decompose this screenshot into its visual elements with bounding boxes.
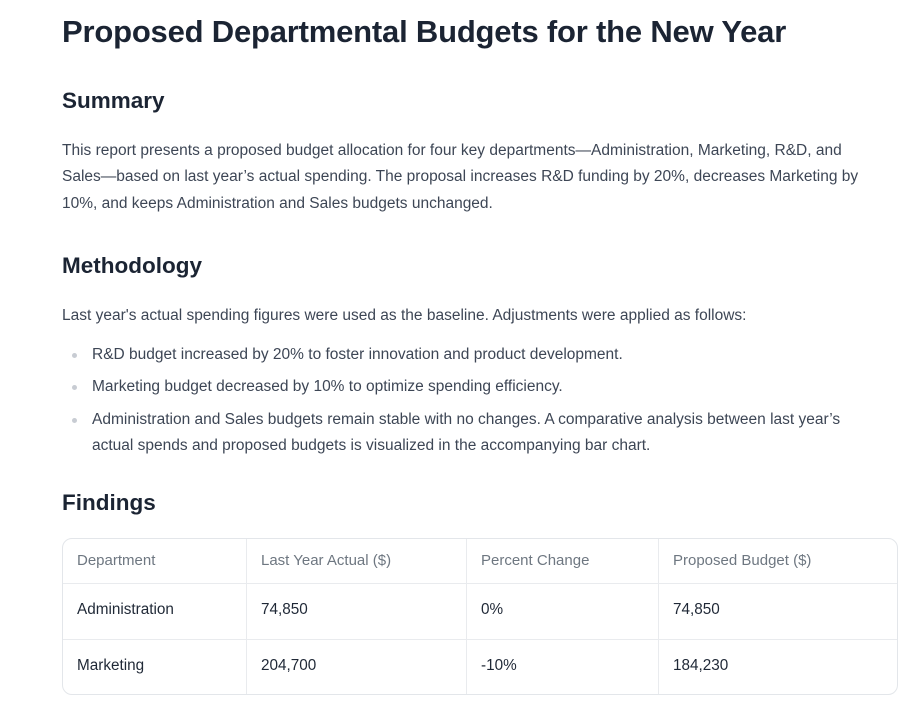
column-header-last-year-actual: Last Year Actual ($): [246, 539, 466, 584]
list-item: [62, 407, 872, 460]
findings-heading: Findings: [62, 489, 156, 515]
table-row: [63, 584, 897, 639]
findings-table: [62, 538, 898, 695]
cell-department: Marketing: [63, 639, 246, 694]
bullet-icon: [72, 418, 77, 423]
column-header-proposed-budget: Proposed Budget ($): [658, 539, 897, 584]
methodology-heading: Methodology: [62, 253, 202, 279]
table-header-row: [63, 539, 897, 584]
list-item-text: Marketing budget decreased by 10% to optimize spending efficiency.: [92, 378, 563, 396]
list-item-text: R&D budget increased by 20% to foster innovation and product development.: [92, 345, 623, 363]
methodology-section: [62, 253, 896, 459]
table-row: [63, 639, 897, 694]
list-item: [62, 374, 872, 401]
list-item: [62, 342, 872, 369]
cell-proposed-budget: 184,230: [658, 639, 897, 694]
column-header-percent-change: Percent Change: [466, 539, 658, 584]
bullet-icon: [72, 385, 77, 390]
cell-last-year-actual: 204,700: [246, 639, 466, 694]
summary-heading: Summary: [62, 88, 165, 113]
cell-percent-change: -10%: [466, 639, 658, 694]
methodology-bullet-list: [62, 342, 872, 460]
cell-last-year-actual: 74,850: [246, 584, 466, 639]
cell-percent-change: 0%: [466, 584, 658, 639]
bullet-icon: [72, 353, 77, 358]
column-header-department: Department: [63, 539, 246, 584]
cell-department: Administration: [77, 600, 174, 618]
findings-section: [62, 490, 896, 695]
summary-paragraph: This report presents a proposed budget allocation for four key departments—Administration, Marketing, R&D, and Sales—based on last year’s actual spending. The proposal increases R&D funding by 20%, decreases Marketing by 10%, and keeps Administration and Sales budgets unchanged.: [62, 141, 859, 212]
methodology-intro: Last year's actual spending figures were used as the baseline. Adjustments were applied as follows:: [62, 307, 747, 325]
page-title: Proposed Departmental Budgets for the New Year: [62, 14, 787, 49]
cell-proposed-budget: 74,850: [658, 584, 897, 639]
summary-section: [62, 88, 896, 217]
list-item-text: Administration and Sales budgets remain stable with no changes. A comparative analysis between last year’s actual spends and proposed budgets is visualized in the accompanying bar chart.: [92, 410, 841, 455]
